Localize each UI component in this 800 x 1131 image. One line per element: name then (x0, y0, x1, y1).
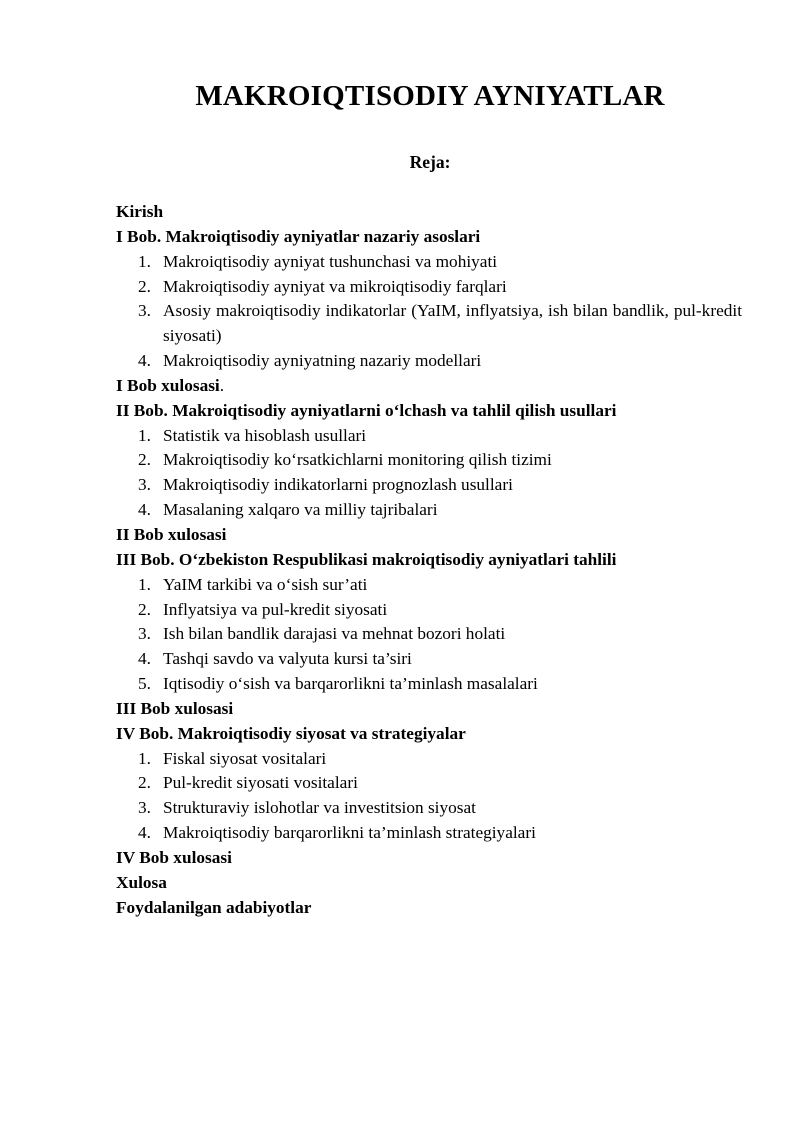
list-item (116, 275, 742, 300)
list-item-number: 4. (138, 351, 151, 371)
list-item-text: Strukturaviy islohotlar va investitsion siyosat (163, 798, 476, 818)
list-item (116, 498, 742, 523)
list-item (116, 647, 742, 672)
list-item-text: Inflyatsiya va pul-kredit siyosati (163, 599, 388, 619)
list-item-number: 3. (138, 798, 151, 818)
chapter-3-heading: III Bob. O‘zbekiston Respublikasi makroiqtisodiy ayniyatlari tahlili (116, 549, 617, 569)
table-of-contents (116, 200, 742, 920)
chapter-1-heading: I Bob. Makroiqtisodiy ayniyatlar nazariy asoslari (116, 226, 481, 246)
list-item (116, 771, 742, 796)
chapter-1-summary-period: . (219, 375, 225, 395)
document-title: MAKROIQTISODIY AYNIYATLAR (195, 80, 665, 112)
list-item-text: Makroiqtisodiy barqarorlikni ta’minlash strategiyalari (163, 823, 536, 843)
list-item-number: 4. (138, 500, 151, 520)
list-item-text: Makroiqtisodiy ayniyatning nazariy modellari (163, 351, 482, 371)
list-item (116, 473, 742, 498)
list-item (116, 250, 742, 275)
list-item (116, 299, 742, 349)
list-item-number: 4. (138, 649, 151, 669)
list-item-number: 1. (138, 748, 151, 768)
list-item (116, 821, 742, 846)
chapter-4-summary: IV Bob xulosasi (116, 847, 232, 867)
list-item-text: Fiskal siyosat vositalari (163, 748, 327, 768)
list-item-number: 5. (138, 674, 151, 694)
list-item-number: 1. (138, 574, 151, 594)
chapter-1-summary-label: I Bob xulosasi (116, 375, 220, 395)
list-item-text: Makroiqtisodiy ko‘rsatkichlarni monitoring qilish tizimi (163, 450, 552, 470)
list-item-text: Makroiqtisodiy indikatorlarni prognozlash usullari (163, 475, 513, 495)
conclusion-heading: Xulosa (116, 872, 167, 892)
list-item (116, 349, 742, 374)
references-heading: Foydalanilgan adabiyotlar (116, 897, 312, 917)
list-item-text: YaIM tarkibi va o‘sish sur’ati (163, 574, 368, 594)
list-item-text: Asosiy makroiqtisodiy indikatorlar (YaIM, inflyatsiya, ish bilan bandlik, pul-kredit siyosati) (163, 301, 742, 346)
list-item-text: Statistik va hisoblash usullari (163, 425, 367, 445)
chapter-3-summary: III Bob xulosasi (116, 698, 234, 718)
intro-heading: Kirish (116, 202, 164, 221)
list-item-text: Masalaning xalqaro va milliy tajribalari (163, 500, 438, 520)
list-item (116, 622, 742, 647)
list-item (116, 747, 742, 772)
list-item (116, 672, 742, 697)
list-item-text: Ish bilan bandlik darajasi va mehnat bozori holati (163, 624, 506, 644)
plan-heading: Reja: (409, 152, 451, 172)
list-item-number: 3. (138, 301, 151, 321)
list-item-number: 4. (138, 823, 151, 843)
chapter-2-summary: II Bob xulosasi (116, 524, 227, 544)
list-item (116, 448, 742, 473)
chapter-2-heading: II Bob. Makroiqtisodiy ayniyatlarni o‘lchash va tahlil qilish usullari (116, 400, 617, 420)
list-item-text: Makroiqtisodiy ayniyat tushunchasi va mohiyati (163, 251, 498, 271)
list-item-number: 2. (138, 276, 151, 296)
list-item-number: 3. (138, 475, 151, 495)
list-item-text: Pul-kredit siyosati vositalari (163, 773, 358, 793)
list-item-number: 2. (138, 773, 151, 793)
list-item-number: 1. (138, 251, 151, 271)
list-item-text: Tashqi savdo va valyuta kursi ta’siri (163, 649, 412, 669)
chapter-1-summary (116, 374, 742, 399)
list-item (116, 796, 742, 821)
list-item-number: 2. (138, 599, 151, 619)
list-item-text: Iqtisodiy o‘sish va barqarorlikni ta’minlash masalalari (163, 674, 538, 694)
list-item-number: 1. (138, 425, 151, 445)
list-item-number: 3. (138, 624, 151, 644)
list-item-number: 2. (138, 450, 151, 470)
list-item (116, 598, 742, 623)
chapter-4-heading: IV Bob. Makroiqtisodiy siyosat va strategiyalar (116, 723, 466, 743)
list-item (116, 573, 742, 598)
list-item (116, 424, 742, 449)
list-item-text: Makroiqtisodiy ayniyat va mikroiqtisodiy farqlari (163, 276, 507, 296)
